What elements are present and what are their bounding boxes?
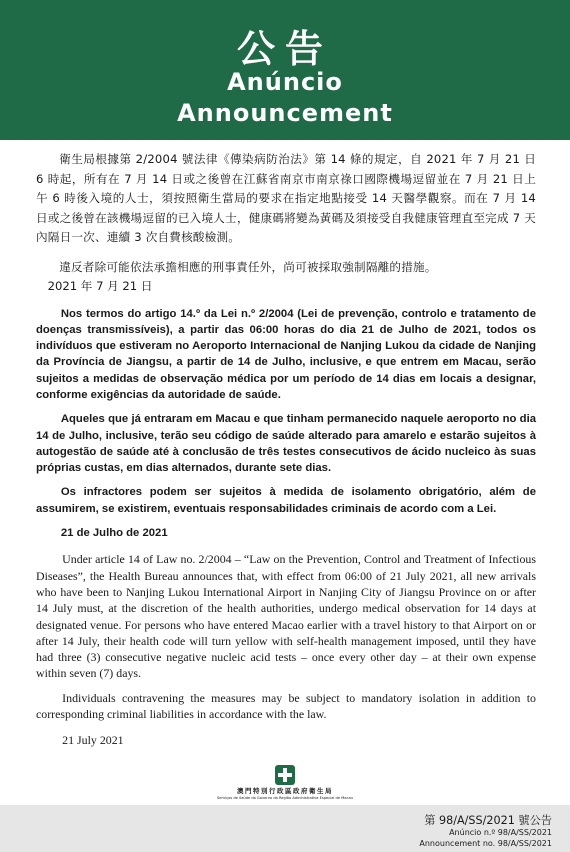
english-date: 21 July 2021 [62,733,124,748]
announcement-number-english: Announcement no. 98/A/SS/2021 [419,839,552,848]
health-bureau-cross-icon [135,765,435,785]
chinese-paragraph-1: 衛生局根據第 2/2004 號法律《傳染病防治法》第 14 條的規定，自 2021 年 7 月 21 日 6 時起，所有在 7 月 14 日或之後曾在江蘇省南京市南京祿口國際機場逗留並在 7 月 21 日上午 6 時後入境的人士，須按照衛生當局的要求在指定地點接受 14 天醫學觀察。而在 7 月 14 日或之後曾在該機場逗留的已入境人士，健康碼將變為黃碼及須接受自我健康管理直至完成 7 天內隔日一次、連續 3 次自費核酸檢測。 [36,152,536,244]
announcement-number-portuguese: Anúncio n.º 98/A/SS/2021 [449,828,552,837]
announcement-body [36,150,536,749]
portuguese-paragraph-1: Nos termos do artigo 14.º da Lei n.º 2/2004 (Lei de prevenção, controlo e tratamento de doenças transmissíveis), a partir das 06:00 horas do dia 21 de Julho de 2021, todos os indivíduos que estiveram no Aeroporto Internacional de Nanjing Lukou da cidade de Nanjing da Província de Jiangsu, a partir de 14 de Julho, inclusive, e que entrem em Macau, serão sujeitos a medidas de observação médica por um período de 14 dias em locais a designar, conforme exigências da autoridade de saúde. [36,307,536,401]
announcement-footer [0,805,570,852]
announcement-header [0,0,570,140]
health-bureau-name-portuguese: Serviços de Saúde do Governo da Região Administrativa Especial de Macau [217,796,353,800]
portuguese-paragraph-3: Os infractores podem ser sujeitos à medida de isolamento obrigatório, além de assumirem, se existirem, eventuais responsabilidades criminais de acordo com a Lei. [36,486,536,515]
health-bureau-logo [135,765,435,800]
portuguese-date: 21 de Julho de 2021 [60,527,168,540]
title-chinese: 公告 [236,27,333,71]
chinese-paragraph-2: 違反者除可能依法承擔相應的刑事責任外，尚可被採取強制隔離的措施。 [59,259,437,274]
announcement-number-chinese: 第 98/A/SS/2021 號公告 [424,814,552,827]
title-english: Announcement [177,99,393,127]
english-paragraph-1: Under article 14 of Law no. 2/2004 – “Law on the Prevention, Control and Treatment of Infectious Diseases”, the Health Bureau announces that, with effect from 06:00 of 21 July 2021, all new arrivals who have been to Nanjing Lukou International Airport in Nanjing City of Jiangsu Province on or after 14 July must, at the discretion of the health authorities, undergo medical observation for 14 days at designated venue. For persons who have entered Macao earlier with a travel history to that Airport on or after 14 July, their health code will turn yellow with self-health management imposed, until they have had three (3) consecutive negative nucleic acid tests – once every other day – at their own expense within seven (7) days. [36,552,536,681]
chinese-date: 2021 年 7 月 21 日 [47,279,153,293]
title-portuguese: Anúncio [227,68,343,96]
english-paragraph-2: Individuals contravening the measures may be subject to mandatory isolation in addition to corresponding criminal liabilities in accordance with the law. [36,690,536,722]
health-bureau-name-chinese: 澳門特別行政區政府衛生局 [237,787,333,795]
portuguese-paragraph-2: Aqueles que já entraram em Macau e que tinham permanecido naquele aeroporto no dia 14 de Julho, inclusive, terão seu código de saúde alterado para amarelo e estarão sujeitos à autogestão de saúde até à conclusão de três testes consecutivos de ácido nucleico às suas próprias custas, em dias alternados, durante sete dias. [36,413,536,475]
